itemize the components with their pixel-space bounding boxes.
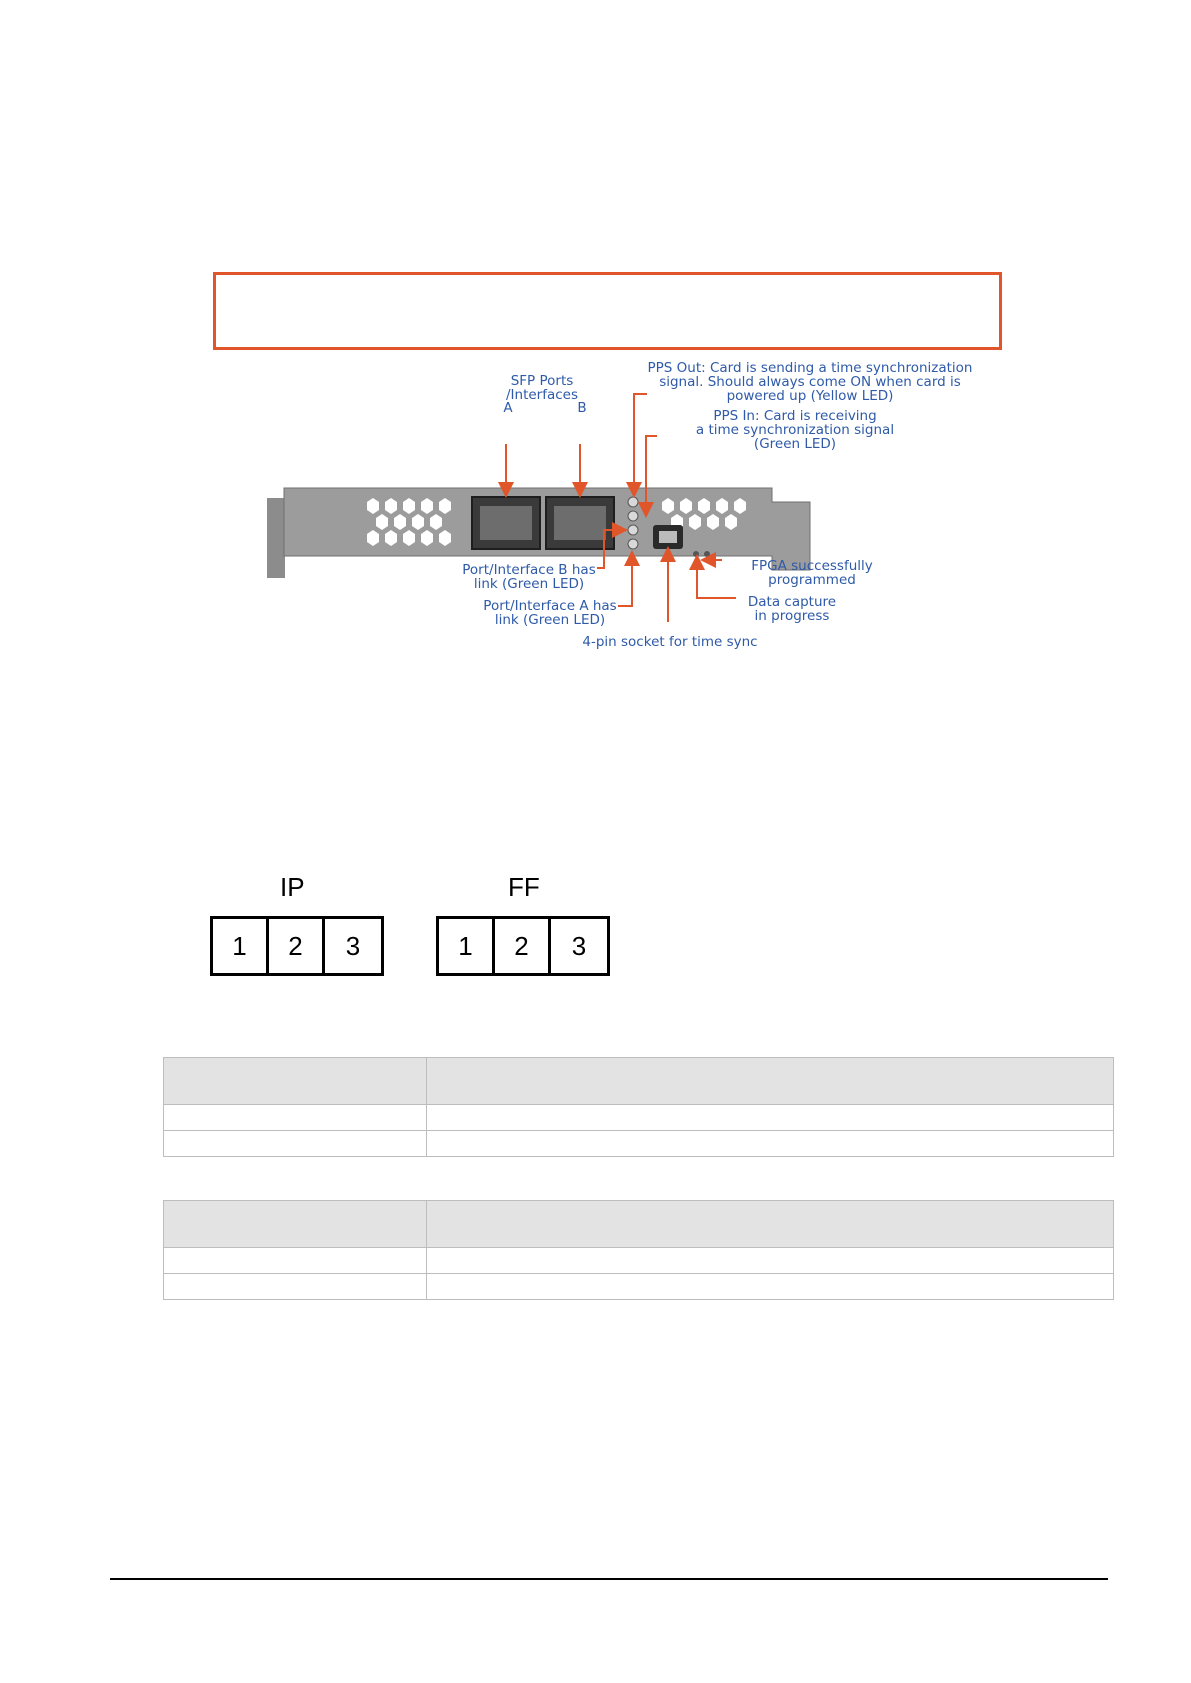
table-row xyxy=(164,1248,1114,1274)
table-cell xyxy=(427,1105,1114,1131)
socket-label: 4-pin socket for time sync xyxy=(582,634,758,650)
port-b-link-label-2: link (Green LED) xyxy=(473,576,585,592)
port-b-link-label-1: Port/Interface B has xyxy=(462,562,596,578)
switch-ff xyxy=(436,916,610,976)
table-cell xyxy=(164,1131,427,1157)
table-cell xyxy=(427,1248,1114,1274)
table-header-cell xyxy=(164,1058,427,1105)
table-row xyxy=(164,1105,1114,1131)
pps-in-led xyxy=(628,511,638,521)
table-row xyxy=(164,1274,1114,1300)
footer-rule xyxy=(110,1578,1108,1580)
pps-in-label-2: a time synchronization signal xyxy=(695,422,895,438)
switch-ip-title: IP xyxy=(280,872,305,902)
port-a-link-label-2: link (Green LED) xyxy=(494,612,606,628)
table-cell xyxy=(427,1131,1114,1157)
pps-out-label-3: powered up (Yellow LED) xyxy=(726,388,894,404)
port-a-letter: A xyxy=(503,400,513,416)
pps-in-label-1: PPS In: Card is receiving xyxy=(713,408,877,424)
fpga-label-1: FPGA successfully xyxy=(751,558,873,574)
table-header-row xyxy=(164,1058,1114,1105)
switch-ip-position-1: 1 xyxy=(213,919,269,973)
pps-out-led xyxy=(628,497,638,507)
table-header-cell xyxy=(427,1201,1114,1248)
sfp-ports-label-2: /Interfaces xyxy=(505,387,579,403)
port-a-led xyxy=(628,539,638,549)
table-1 xyxy=(163,1057,1114,1157)
switch-ip xyxy=(210,916,384,976)
table-header-row xyxy=(164,1201,1114,1248)
switch-ff-position-3: 3 xyxy=(571,930,587,961)
table-row xyxy=(164,1131,1114,1157)
table-cell xyxy=(164,1248,427,1274)
table-cell xyxy=(427,1274,1114,1300)
switch-ff-position-1: 1 xyxy=(439,919,495,973)
switch-ff-position-2: 2 xyxy=(495,919,551,973)
table-2 xyxy=(163,1200,1114,1300)
pps-out-label-1: PPS Out: Card is sending a time synchronization xyxy=(647,360,973,376)
capture-led xyxy=(693,551,699,557)
pps-out-label-2: signal. Should always come ON when card is xyxy=(659,374,961,390)
port-b-led xyxy=(628,525,638,535)
capture-label-1: Data capture xyxy=(747,594,837,610)
fpga-led xyxy=(704,551,710,557)
capture-label-2: in progress xyxy=(754,608,830,624)
card-diagram-svg xyxy=(262,360,973,660)
table-header-cell xyxy=(427,1058,1114,1105)
table-header-cell xyxy=(164,1201,427,1248)
switch-ff-title: FF xyxy=(508,872,540,902)
table-cell xyxy=(164,1274,427,1300)
table-cell xyxy=(164,1105,427,1131)
card-diagram xyxy=(262,360,973,660)
port-a-link-label-1: Port/Interface A has xyxy=(483,598,617,614)
port-b-letter: B xyxy=(577,400,587,416)
switch-ip-position-3: 3 xyxy=(345,930,361,961)
notice-box xyxy=(213,272,1002,350)
sfp-ports-label-1: SFP Ports xyxy=(510,373,574,389)
fpga-label-2: programmed xyxy=(768,572,856,588)
pps-in-label-3: (Green LED) xyxy=(753,436,837,452)
switch-ip-position-2: 2 xyxy=(269,919,325,973)
